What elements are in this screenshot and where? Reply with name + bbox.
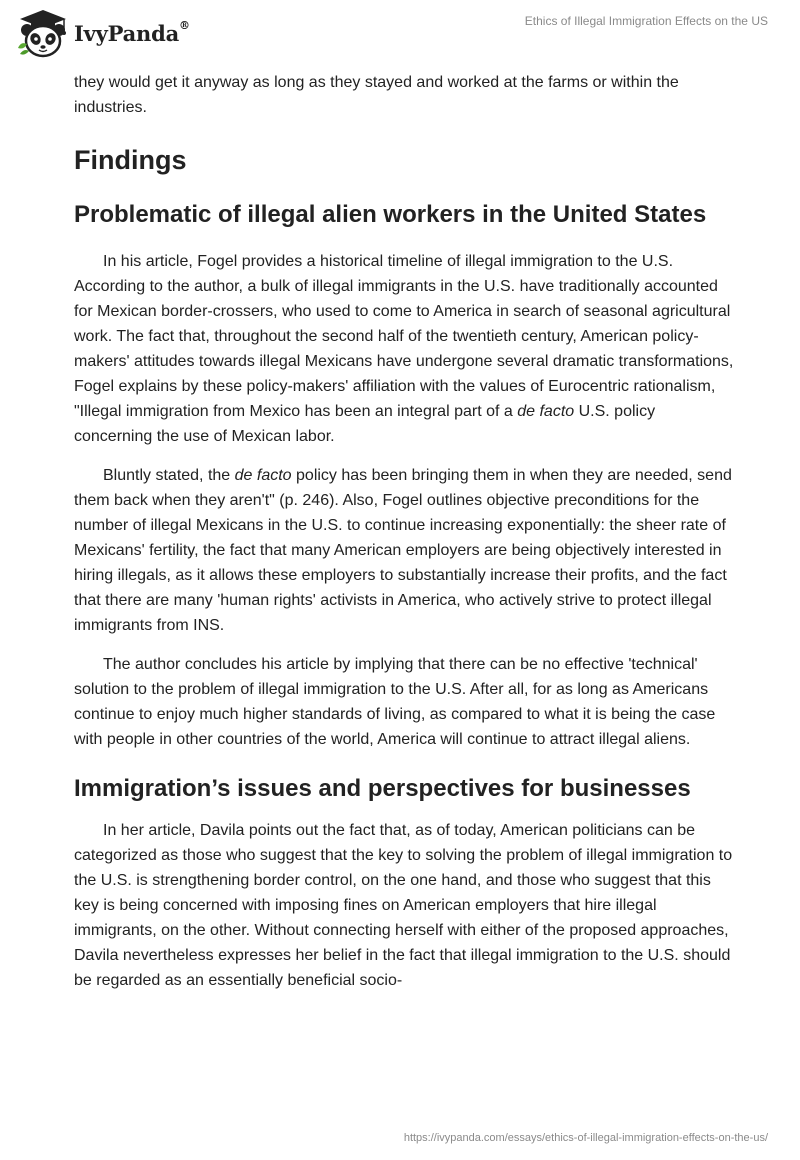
ivypanda-logo[interactable] (14, 8, 190, 58)
section-heading-immigration-issues: Immigration’s issues and perspectives for businesses (74, 775, 691, 802)
panda-logo-icon (14, 8, 72, 58)
registered-mark: ® (179, 18, 190, 32)
page-header (0, 0, 800, 70)
paragraph-text-end: U.S. policy concerning the use of Mexican labor. (74, 403, 656, 445)
italic-de-facto: de facto (517, 403, 575, 420)
paragraph-bluntly-stated (74, 463, 734, 638)
paragraph-davila: In her article, Davila points out the fact that, as of today, American politicians can be categorized as those who suggest that the key to solving the problem of illegal immigration to the U.S. is strengthening border control, on the one hand, and those who suggest that this key is being concerned with imposing fines on American employers that hire illegal immigrants, on the other. Without connecting herself with either of the proposed approaches, Davila nevertheless expresses her belief in the fact that illegal immigration to the U.S. should be regarded as an essentially beneficial socio- (74, 822, 733, 989)
findings-heading: Findings (74, 145, 187, 175)
paragraph-author-concludes: The author concludes his article by implying that there can be no effective 'technical' solution to the problem of illegal immigration to the U.S. After all, for as long as Americans continue to enjoy much higher standards of living, as compared to what it is being the case with people in other countries of the world, America will continue to attract illegal aliens. (74, 656, 716, 748)
italic-de-facto: de facto (234, 467, 292, 484)
document-title: Ethics of Illegal Immigration Effects on the US (524, 14, 768, 28)
paragraph-text: In his article, Fogel provides a historical timeline of illegal immigration to the U.S. According to the author, a bulk of illegal immigrants in the U.S. have traditionally accounted for Mexican border-crossers, who used to come to America in search of seasonal agricultural work. The fact that, throughout the second half of the twentieth century, American policy-makers' attitudes towards illegal Mexicans have undergone several dramatic transformations, Fogel explains by these policy-makers' affiliation with the values of Eurocentric rationalism, "Illegal immigration from Mexico has been an integral part of a (74, 253, 734, 420)
essay-content (74, 70, 734, 1007)
paragraph-text: policy has been bringing them in when they are needed, send them back when they aren't" (p. 246). Also, Fogel outlines objective preconditions for the number of illegal Mexicans in the U.S. to continue increasing exponentially: the sheer rate of Mexicans' fertility, the fact that many American employers are being objectively interested in hiring illegals, as it allows these employers to substantially increase their profits, and the fact that there are many 'human rights' activists in America, who actively strive to protect illegal immigrants from INS. (74, 467, 732, 634)
paragraph-fogel-timeline (74, 249, 734, 449)
logo-text: IvyPanda (74, 20, 180, 46)
continuation-paragraph: they would get it anyway as long as they stayed and worked at the farms or within the industries. (74, 74, 679, 116)
section-heading-problematic: Problematic of illegal alien workers in the United States (74, 201, 707, 228)
source-url[interactable]: https://ivypanda.com/essays/ethics-of-illegal-immigration-effects-on-the-us/ (403, 1132, 768, 1144)
paragraph-text-start: Bluntly stated, the (103, 467, 235, 484)
